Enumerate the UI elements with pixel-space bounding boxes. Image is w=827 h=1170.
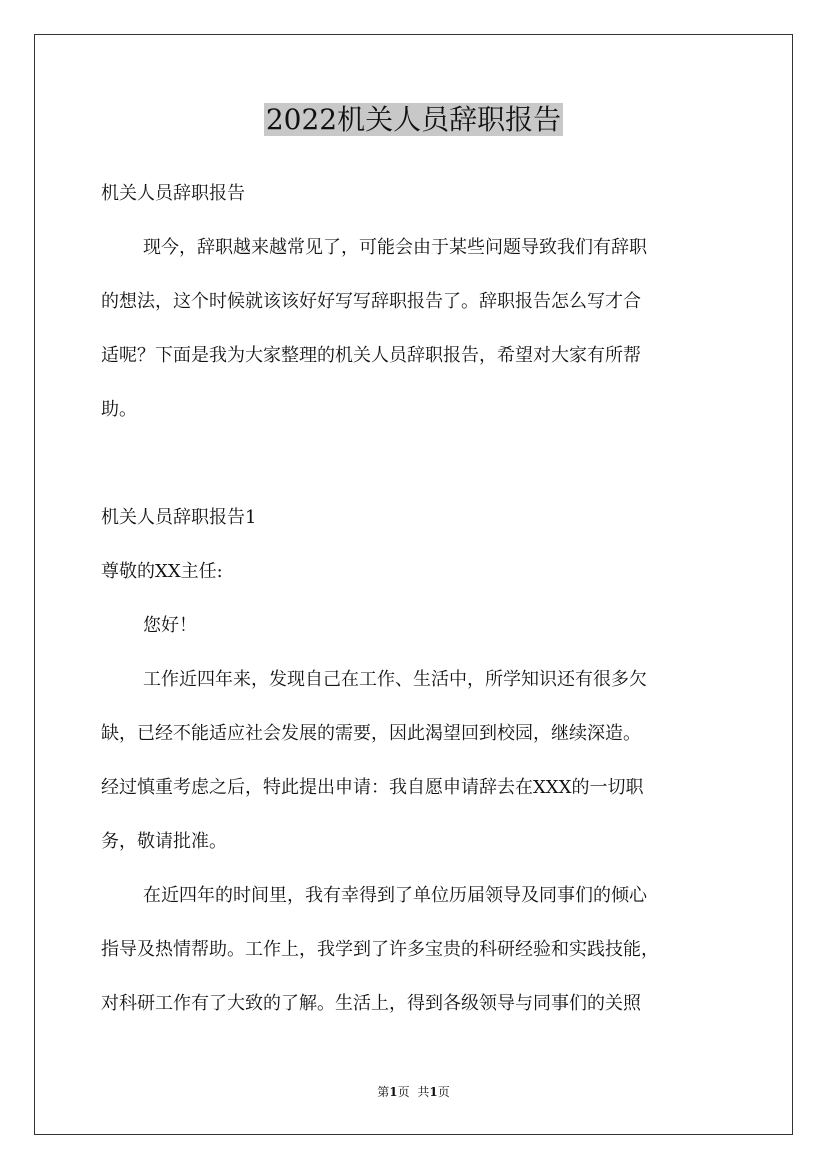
paragraph-line: 缺，已经不能适应社会发展的需要，因此渴望回到校园，继续深造。 xyxy=(101,723,641,744)
page-number: 1 xyxy=(389,1085,398,1099)
document-title xyxy=(0,100,827,140)
greeting-line: 您好！ xyxy=(143,615,197,636)
paragraph-line: 对科研工作有了大致的了解。生活上，得到各级领导与同事们的关照 xyxy=(101,993,641,1014)
paragraph-line: 助。 xyxy=(101,399,137,420)
paragraph-line: 适呢？下面是我为大家整理的机关人员辞职报告，希望对大家有所帮 xyxy=(101,345,641,366)
paragraph-line: 工作近四年来，发现自己在工作、生活中，所学知识还有很多欠 xyxy=(143,669,647,690)
paragraph-line: 在近四年的时间里，我有幸得到了单位历届领导及同事们的倾心 xyxy=(143,885,647,906)
paragraph-line: 的想法，这个时候就该该好好写写辞职报告了。辞职报告怎么写才合 xyxy=(101,291,641,312)
salutation-line: 尊敬的XX主任: xyxy=(101,561,223,582)
total-pages: 1 xyxy=(429,1085,438,1099)
paragraph-line: 指导及热情帮助。工作上，我学到了许多宝贵的科研经验和实践技能， xyxy=(101,939,659,960)
page-suffix: 页 xyxy=(397,1085,410,1099)
page-prefix: 第 xyxy=(377,1085,390,1099)
total-suffix: 页 xyxy=(437,1085,450,1099)
section-heading: 机关人员辞职报告1 xyxy=(101,507,257,528)
page-footer xyxy=(0,1084,827,1100)
subtitle-line: 机关人员辞职报告 xyxy=(101,183,245,204)
paragraph-line: 务，敬请批准。 xyxy=(101,831,227,852)
paragraph-line: 现今，辞职越来越常见了，可能会由于某些问题导致我们有辞职 xyxy=(143,237,647,258)
total-prefix: 共 xyxy=(417,1085,430,1099)
document-title-text: 2022机关人员辞职报告 xyxy=(265,103,562,136)
paragraph-line: 经过慎重考虑之后，特此提出申请：我自愿申请辞去在XXX的一切职 xyxy=(101,777,644,798)
